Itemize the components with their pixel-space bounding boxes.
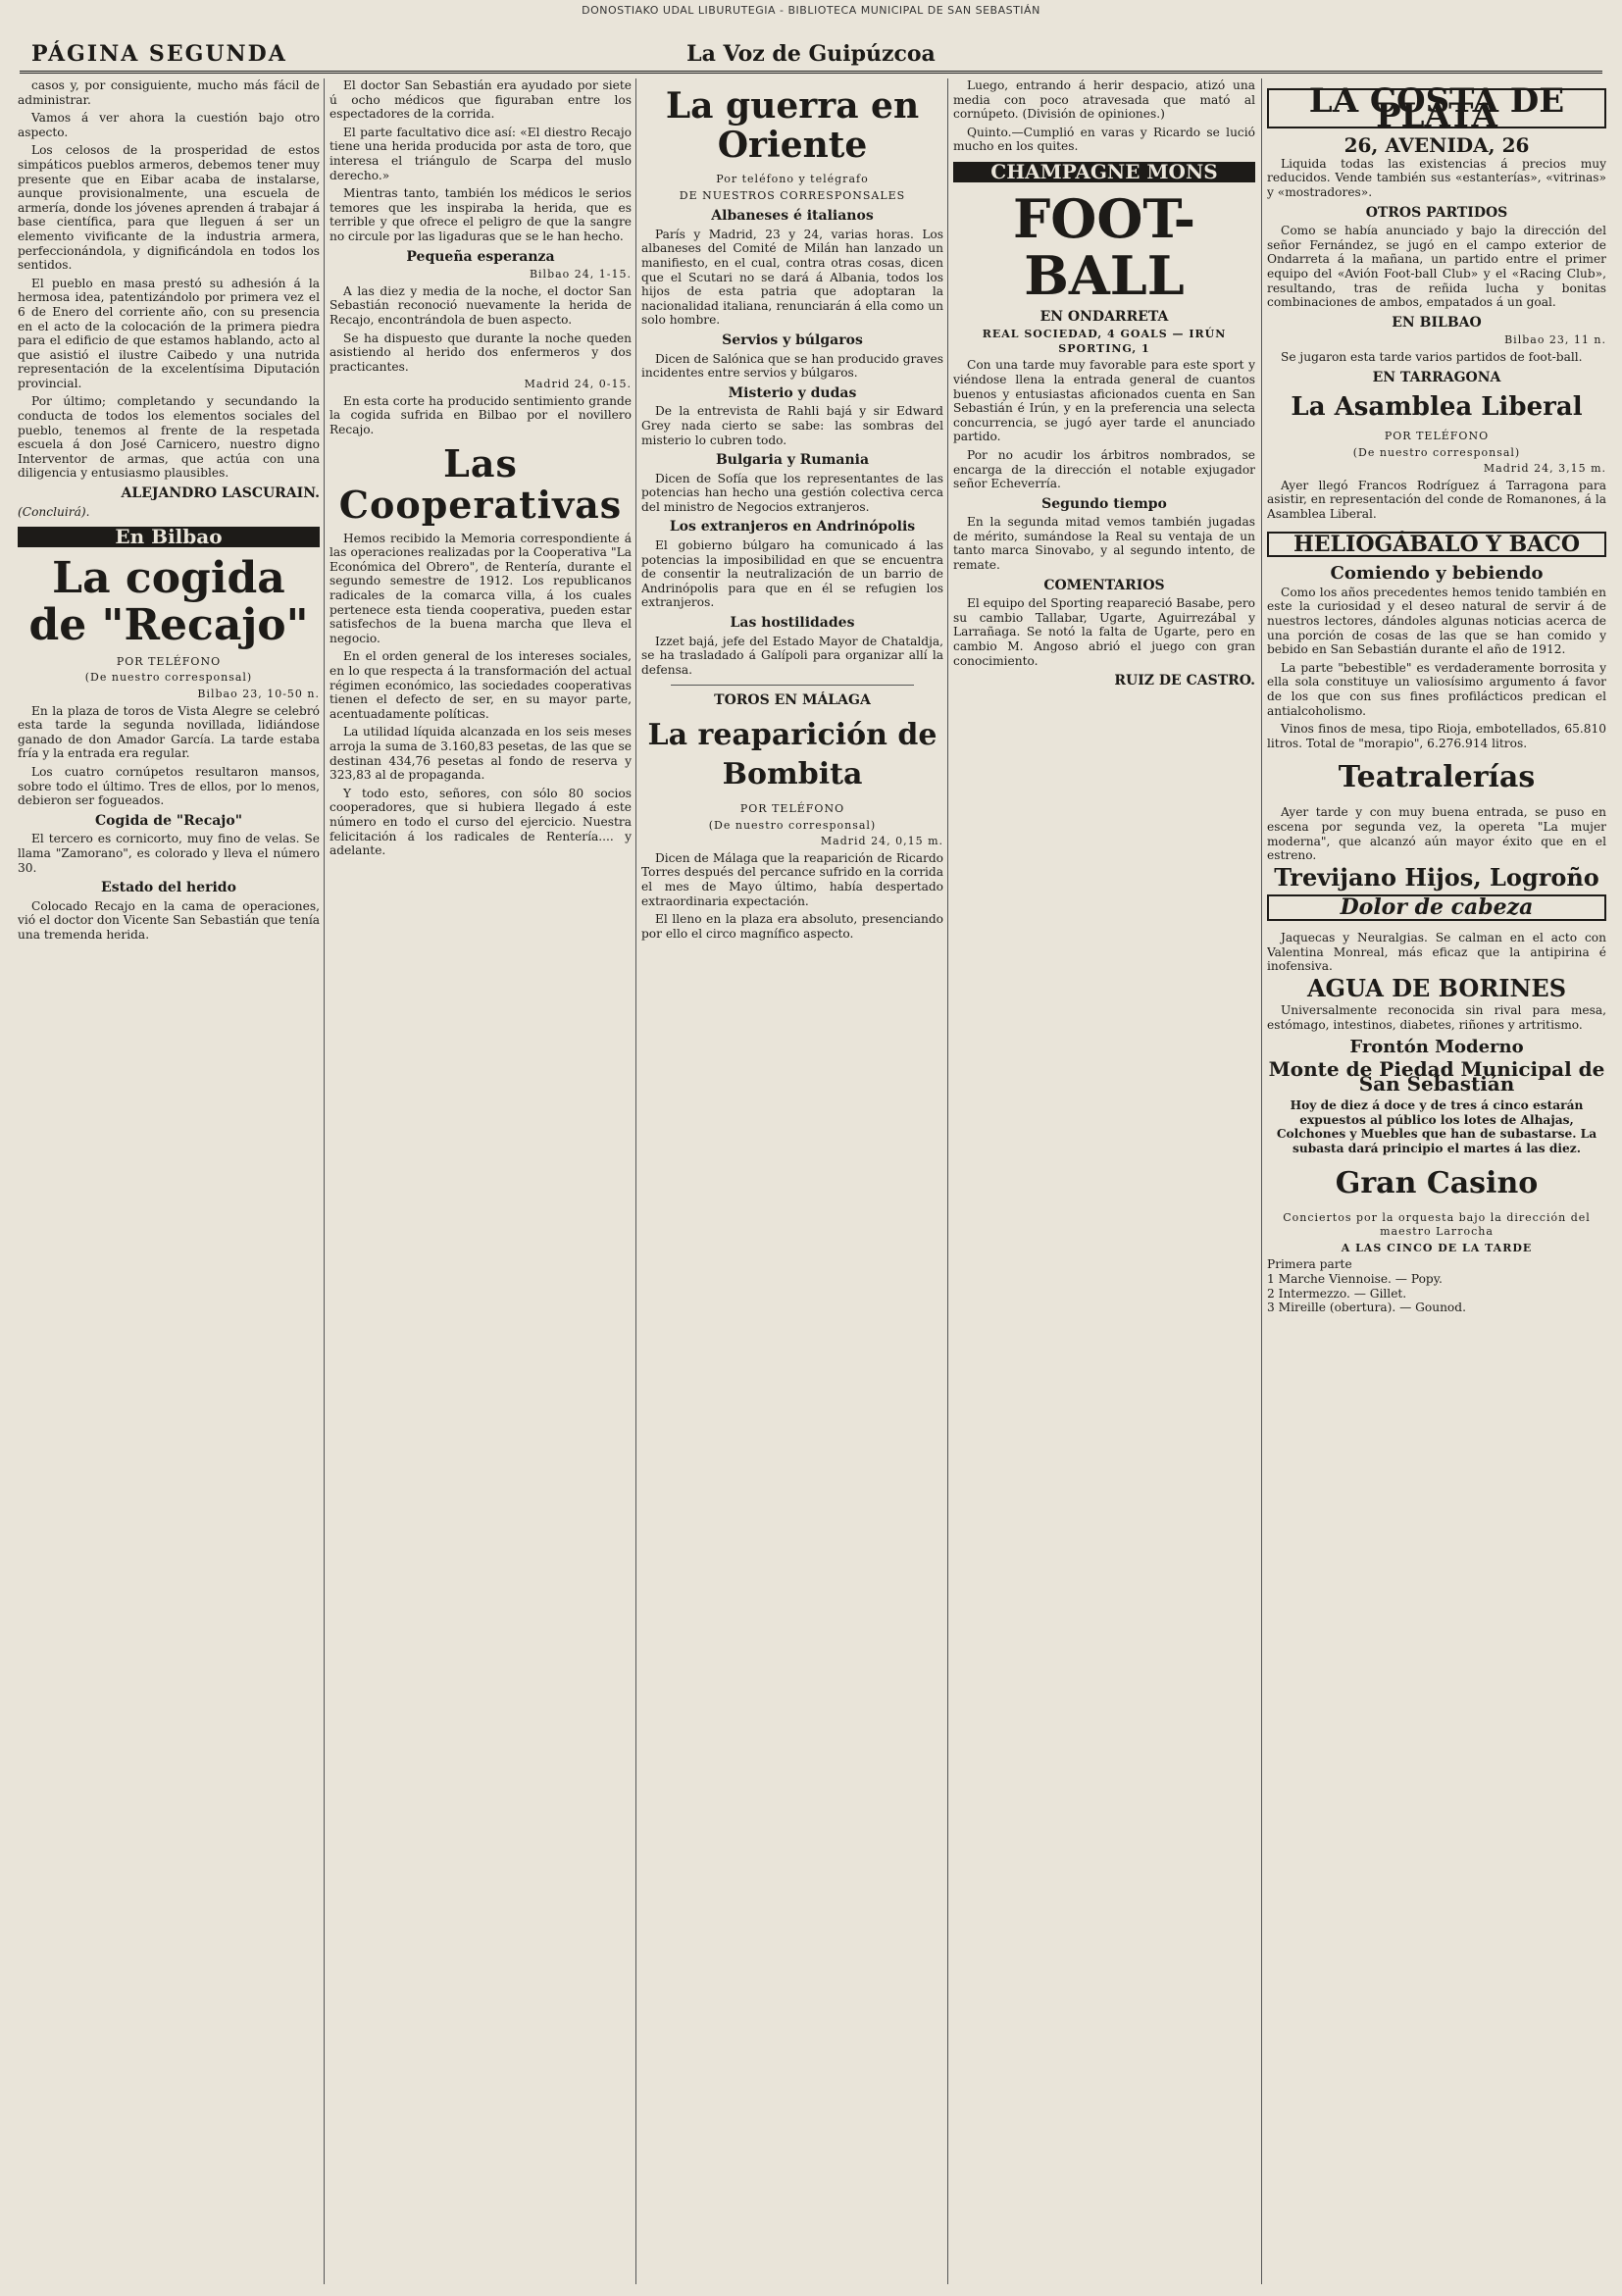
- paragraph: Vamos á ver ahora la cuestión bajo otro aspecto.: [18, 111, 320, 139]
- paragraph: Como se había anunciado y bajo la dirección del señor Fernández, se jugó en el campo exterior de Ondarreta á la mañana, un partido entre el primer equipo del «Avión Foot-ball Club» y el «Racing Club», resultando, tras de reñida lucha y bonitas combinaciones de ambos, empatados á un goal.: [1267, 224, 1606, 310]
- divider: [671, 685, 914, 686]
- column-rule: [1261, 78, 1262, 2284]
- subheading: Los extranjeros en Andrinópolis: [669, 519, 916, 536]
- paragraph: Con una tarde muy favorable para este sport y viéndose llena la entrada general de cuantos buenos y entusiastas aficionados cuenta en San Sebastián é Irún, y en la preferencia una selecta concurrencia, se jugó ayer tarde el anunciado partido.: [953, 358, 1255, 444]
- dateline: Madrid 24, 3,15 m.: [1483, 462, 1606, 476]
- column-rule: [324, 78, 325, 2284]
- paragraph: Izzet bajá, jefe del Estado Mayor de Chataldja, se ha trasladado á Galípoli para organizar allí la defensa.: [641, 634, 943, 677]
- ad-costa-de-plata-text: Liquida todas las existencias á precios muy reducidos. Vende también sus «estanterías», «vitrinas» y «mostradores».: [1267, 156, 1606, 199]
- paragraph: Por no acudir los árbitros nombrados, se encarga de la dirección el notable exjugador señor Echeverría.: [953, 447, 1255, 491]
- ad-costa-de-plata-address: 26, AVENIDA, 26: [1343, 133, 1530, 158]
- headline-asamblea-liberal: La Asamblea Liberal: [1291, 392, 1583, 423]
- headline-bombita: La reaparición de Bombita: [647, 718, 938, 791]
- headline-teatralerias: Teatralerías: [1338, 760, 1536, 795]
- column-5: [1267, 78, 1606, 2284]
- paragraph: casos y, por consiguiente, mucho más fácil de administrar.: [18, 78, 320, 107]
- paragraph: Hemos recibido la Memoria correspondiente á las operaciones realizadas por la Cooperativa "La Económica del Obrero", de Rentería, durante el segundo semestre de 1912. Los republicanos radicales de la comarca villa, á los cuales pertenece esta tienda cooperativa, pueden estar satisfechos de la buena marcha que lleva el negocio.: [329, 531, 632, 645]
- paragraph: París y Madrid, 23 y 24, varias horas. Los albaneses del Comité de Milán han lanzado un manifiesto, en el cual, contra otras cosas, dicen que el Scutari no se dará á Albania, todos los hijos de esta patria que adoptaran la nacionalidad italiana, renunciarán á ella como un solo hombre.: [641, 227, 943, 328]
- subheading: Estado del herido: [101, 880, 236, 896]
- paragraph: Vinos finos de mesa, tipo Rioja, embotellados, 65.810 litros. Total de "morapio", 6.276.914 litros.: [1267, 722, 1606, 750]
- paragraph: Dicen de Málaga que la reaparición de Ricardo Torres después del percance sufrido en la corrida el mes de Mayo último, había despertado extraordinaria expectación.: [641, 850, 943, 908]
- program-time: A LAS CINCO DE LA TARDE: [1341, 1241, 1533, 1254]
- subheading: Comiendo y bebiendo: [1330, 563, 1544, 585]
- section-en-tarragona: EN TARRAGONA: [1372, 369, 1501, 385]
- headline-heliogabalo: HELIOGÁBALO Y BACO: [1267, 532, 1606, 558]
- subheading: Albaneses é italianos: [711, 208, 874, 225]
- dateline: Madrid 24, 0,15 m.: [820, 835, 943, 848]
- section-en-bilbao: EN BILBAO: [1392, 314, 1482, 331]
- match-score: REAL SOCIEDAD, 4 GOALS — IRÚN SPORTING, 1: [982, 328, 1227, 355]
- paragraph: Como los años precedentes hemos tenido también en este la curiosidad y el deseo natural de servir á de nuestros lectores, dándoles algunas noticias acerca de una porción de cosas de las que se han comido y bebido en San Sebastián durante el año de 1912.: [1267, 585, 1606, 657]
- byline-correspondent: (De nuestro corresponsal): [1352, 445, 1521, 459]
- byline-correspondent: (De nuestro corresponsal): [708, 818, 877, 832]
- column-3: [641, 78, 943, 2284]
- byline-phone: POR TELÉFONO: [739, 802, 845, 815]
- ad-agua-de-borines-text: Universalmente reconocida sin rival para mesa, estómago, intestinos, diabetes, riñones y artritismo.: [1267, 1003, 1606, 1032]
- column-4: [953, 78, 1255, 2284]
- ad-monte-de-piedad-text: Hoy de diez á doce y de tres á cinco estarán expuestos al público los lotes de Alhajas, Colchones y Muebles que han de subastarse. La subasta dará principio el martes á las diez.: [1276, 1098, 1597, 1156]
- subheading: Bulgaria y Rumania: [715, 452, 870, 469]
- section-toros-malaga: TOROS EN MÁLAGA: [714, 692, 871, 709]
- paragraph: Los cuatro cornúpetos resultaron mansos, sobre todo el último. Tres de ellos, por lo menos, debieron ser fogueados.: [18, 764, 320, 808]
- paragraph: Por último; completando y secundando la conducta de todos los elementos sociales del pueblo, tenemos al frente de la respetada escuela á don José Carnicero, nuestro digno Interventor de armas, que actúa con una diligencia y entusiasmo plausibles.: [18, 394, 320, 481]
- paragraph: Y todo esto, señores, con sólo 80 socios cooperadores, que si hubiera llegado á este número en todo el curso del ejercicio. Nuestra felicitación á los radicales de Rentería.... y adelante.: [329, 786, 632, 858]
- ad-costa-de-plata-title: LA COSTA DE PLATA: [1267, 88, 1606, 128]
- section-otros-partidos: OTROS PARTIDOS: [1365, 204, 1508, 221]
- signature: RUIZ DE CASTRO.: [1114, 673, 1255, 689]
- ad-gran-casino: Gran Casino: [1335, 1165, 1539, 1200]
- headline-guerra-oriente: La guerra en Oriente: [665, 85, 920, 166]
- page-header: [20, 37, 1602, 74]
- paragraph: El parte facultativo dice así: «El diestro Recajo tiene una herida producida por asta de toro, que interesa el triángulo de Scarpa del muslo derecho.»: [329, 125, 632, 182]
- subheading: Servios y búlgaros: [722, 332, 863, 348]
- paragraph: El equipo del Sporting reapareció Basabe, pero su cambio Tallabar, Ugarte, Aguirrezábal y Larrañaga. Se notó la falta de Ugarte, pero en cambio M. Angoso abrió el juego con gran conocimiento.: [953, 596, 1255, 668]
- ad-trevijano: Trevijano Hijos, Logroño: [1274, 862, 1599, 892]
- column-rule: [635, 78, 636, 2284]
- subheading: Las hostilidades: [730, 615, 855, 632]
- subheading: Misterio y dudas: [728, 384, 857, 401]
- paragraph: Mientras tanto, también los médicos le serios temores que les inspiraba la herida, que es terrible y que ofrece el peligro de que la sangre no circule por las ligaduras que se le han hecho.: [329, 186, 632, 243]
- page-label: PÁGINA SEGUNDA: [31, 41, 287, 67]
- byline-wire: Por teléfono y telégrafo: [716, 173, 869, 185]
- byline-correspondent: (De nuestro corresponsal): [84, 671, 253, 685]
- byline-phone: POR TELÉFONO: [116, 654, 222, 668]
- paragraph: De la entrevista de Rahli bajá y sir Edward Grey nada cierto se sabe: las sombras del misterio lo cubren todo.: [641, 404, 943, 447]
- paragraph: El doctor San Sebastián era ayudado por siete ú ocho médicos que figuraban entre los espectadores de la corrida.: [329, 78, 632, 122]
- ad-dolor-de-cabeza-title: Dolor de cabeza: [1267, 894, 1606, 921]
- ad-dolor-de-cabeza-text: Jaquecas y Neuralgias. Se calman en el acto con Valentina Monreal, más eficaz que la antipirina é inofensiva.: [1267, 930, 1606, 974]
- ad-fronton-moderno: Frontón Moderno: [1349, 1036, 1524, 1057]
- paragraph: El tercero es cornicorto, muy fino de velas. Se llama "Zamorano", es colorado y lleva el número 30.: [18, 832, 320, 875]
- section-band-champagne: CHAMPAGNE MONS: [953, 162, 1255, 182]
- subheading: EN ONDARRETA: [1039, 308, 1169, 325]
- column-2: [329, 78, 632, 2284]
- paragraph: Quinto.—Cumplió en varas y Ricardo se lució mucho en los quites.: [953, 125, 1255, 154]
- paragraph: En la segunda mitad vemos también jugadas de mérito, sumándose la Real su ventaja de un tanto marca Sinovabo, y al segundo intento, de remate.: [953, 515, 1255, 573]
- program-intro: Conciertos por la orquesta bajo la dirección del maestro Larrocha: [1283, 1210, 1591, 1239]
- paragraph: El gobierno búlgaro ha comunicado á las potencias la imposibilidad en que se encuentra de consentir la neutralización de un barrio de Andrinópolis para que en él se refugien los extranjeros.: [641, 538, 943, 610]
- byline-correspondents: DE NUESTROS CORRESPONSALES: [679, 188, 906, 202]
- program-part: Primera parte: [1267, 1257, 1352, 1272]
- paragraph: En el orden general de los intereses sociales, en lo que respecta á la transformación del actual régimen económico, las sociedades cooperativas tienen el defecto de ser, en su mayor parte, acentuadamente políticas.: [329, 649, 632, 721]
- paragraph: Luego, entrando á herir despacio, atizó una media con poco atravesada que mató al cornúpeto. (División de opiniones.): [953, 78, 1255, 122]
- section-band-bilbao: En Bilbao: [18, 527, 320, 547]
- subheading: Cogida de "Recajo": [94, 812, 243, 829]
- continued-note: (Concluirá).: [18, 504, 90, 519]
- paragraph: Se ha dispuesto que durante la noche queden asistiendo al herido dos enfermeros y dos practicantes.: [329, 331, 632, 374]
- subheading: COMENTARIOS: [1043, 577, 1165, 593]
- headline-cooperativas: Las Cooperativas: [338, 440, 623, 527]
- paragraph: La utilidad líquida alcanzada en los seis meses arroja la suma de 3.160,83 pesetas, de las que se destinan 434,76 pesetas al fondo de reserva y 323,83 al de propaganda.: [329, 725, 632, 783]
- program-item: 3 Mireille (obertura). — Gounod.: [1267, 1301, 1466, 1315]
- paper-title: La Voz de Guipúzcoa: [686, 41, 936, 67]
- archive-strip: DONOSTIAKO UDAL LIBURUTEGIA - BIBLIOTECA MUNICIPAL DE SAN SEBASTIÁN: [582, 4, 1040, 17]
- program-item: 2 Intermezzo. — Gillet.: [1267, 1286, 1407, 1301]
- dateline: Bilbao 24, 1-15.: [529, 268, 632, 281]
- program-item: 1 Marche Viennoise. — Popy.: [1267, 1272, 1443, 1287]
- headline-football: FOOT-BALL: [1012, 186, 1196, 307]
- dateline: Bilbao 23, 10-50 n.: [197, 688, 320, 700]
- dateline: Bilbao 23, 11 n.: [1504, 333, 1606, 347]
- paragraph: A las diez y media de la noche, el doctor San Sebastián reconoció nuevamente la herida de Recajo, encontrándola de buen aspecto.: [329, 283, 632, 327]
- column-1: [18, 78, 320, 2284]
- paragraph: El lleno en la plaza era absoluto, presenciando por ello el circo magnífico aspecto.: [641, 912, 943, 941]
- dateline: Madrid 24, 0-15.: [524, 378, 632, 391]
- byline-phone: POR TELÉFONO: [1384, 430, 1490, 443]
- paragraph: La parte "bebestible" es verdaderamente borrosita y ella sola constituye un valiosísimo argumento á favor de los que con sus fines profilácticos predican el antialcoholismo.: [1267, 660, 1606, 718]
- paragraph: Ayer tarde y con muy buena entrada, se puso en escena por segunda vez, la opereta "La mujer moderna", que alcanzó aún mayor éxito que en el estreno.: [1267, 805, 1606, 863]
- ad-monte-de-piedad-title: Monte de Piedad Municipal de San Sebastián: [1268, 1057, 1605, 1096]
- paragraph: Se jugaron esta tarde varios partidos de foot-ball.: [1281, 349, 1583, 364]
- paragraph: El pueblo en masa prestó su adhesión á la hermosa idea, patentizándolo por primera vez el 6 de Enero del corriente año, con su presencia en el acto de la colocación de la primera piedra para el edificio de que estamos hablando, acto al que asistió el ilustre Caibedo y una nutrida representación de la excelentísima Diputación provincial.: [18, 276, 320, 390]
- signature: ALEJANDRO LASCURAIN.: [121, 485, 320, 502]
- paragraph: En la plaza de toros de Vista Alegre se celebró esta tarde la segunda novillada, lidiándose ganado de don Amador García. La tarde estaba fría y la entrada era regular.: [18, 703, 320, 761]
- subheading: Pequeña esperanza: [406, 248, 555, 265]
- paragraph: Dicen de Sofía que los representantes de las potencias han hecho una gestión colectiva cerca del ministro de Negocios extranjeros.: [641, 471, 943, 514]
- paragraph: En esta corte ha producido sentimiento grande la cogida sufrida en Bilbao por el novillero Recajo.: [329, 393, 632, 437]
- headline-recajo: La cogida de "Recajo": [28, 552, 309, 650]
- ad-agua-de-borines-title: AGUA DE BORINES: [1306, 973, 1567, 1002]
- paragraph: Los celosos de la prosperidad de estos simpáticos pueblos armeros, debemos tener muy presente que en Eibar acaba de instalarse, aunque provisionalmente, una escuela de armería, donde los jóvenes aprenden á trabajar á base científica, para que lleguen á ser un elemento vivificante de la industria armera, perfeccionándola, y dignificándola en todos los sentidos.: [18, 143, 320, 273]
- paragraph: Ayer llegó Francos Rodríguez á Tarragona para asistir, en representación del conde de Romanones, á la Asamblea Liberal.: [1267, 478, 1606, 522]
- paragraph: Dicen de Salónica que se han producido graves incidentes entre servios y búlgaros.: [641, 351, 943, 381]
- subheading: Segundo tiempo: [1041, 495, 1167, 512]
- column-rule: [947, 78, 948, 2284]
- paragraph: Colocado Recajo en la cama de operaciones, vió el doctor don Vicente San Sebastián que tenía una tremenda herida.: [18, 898, 320, 942]
